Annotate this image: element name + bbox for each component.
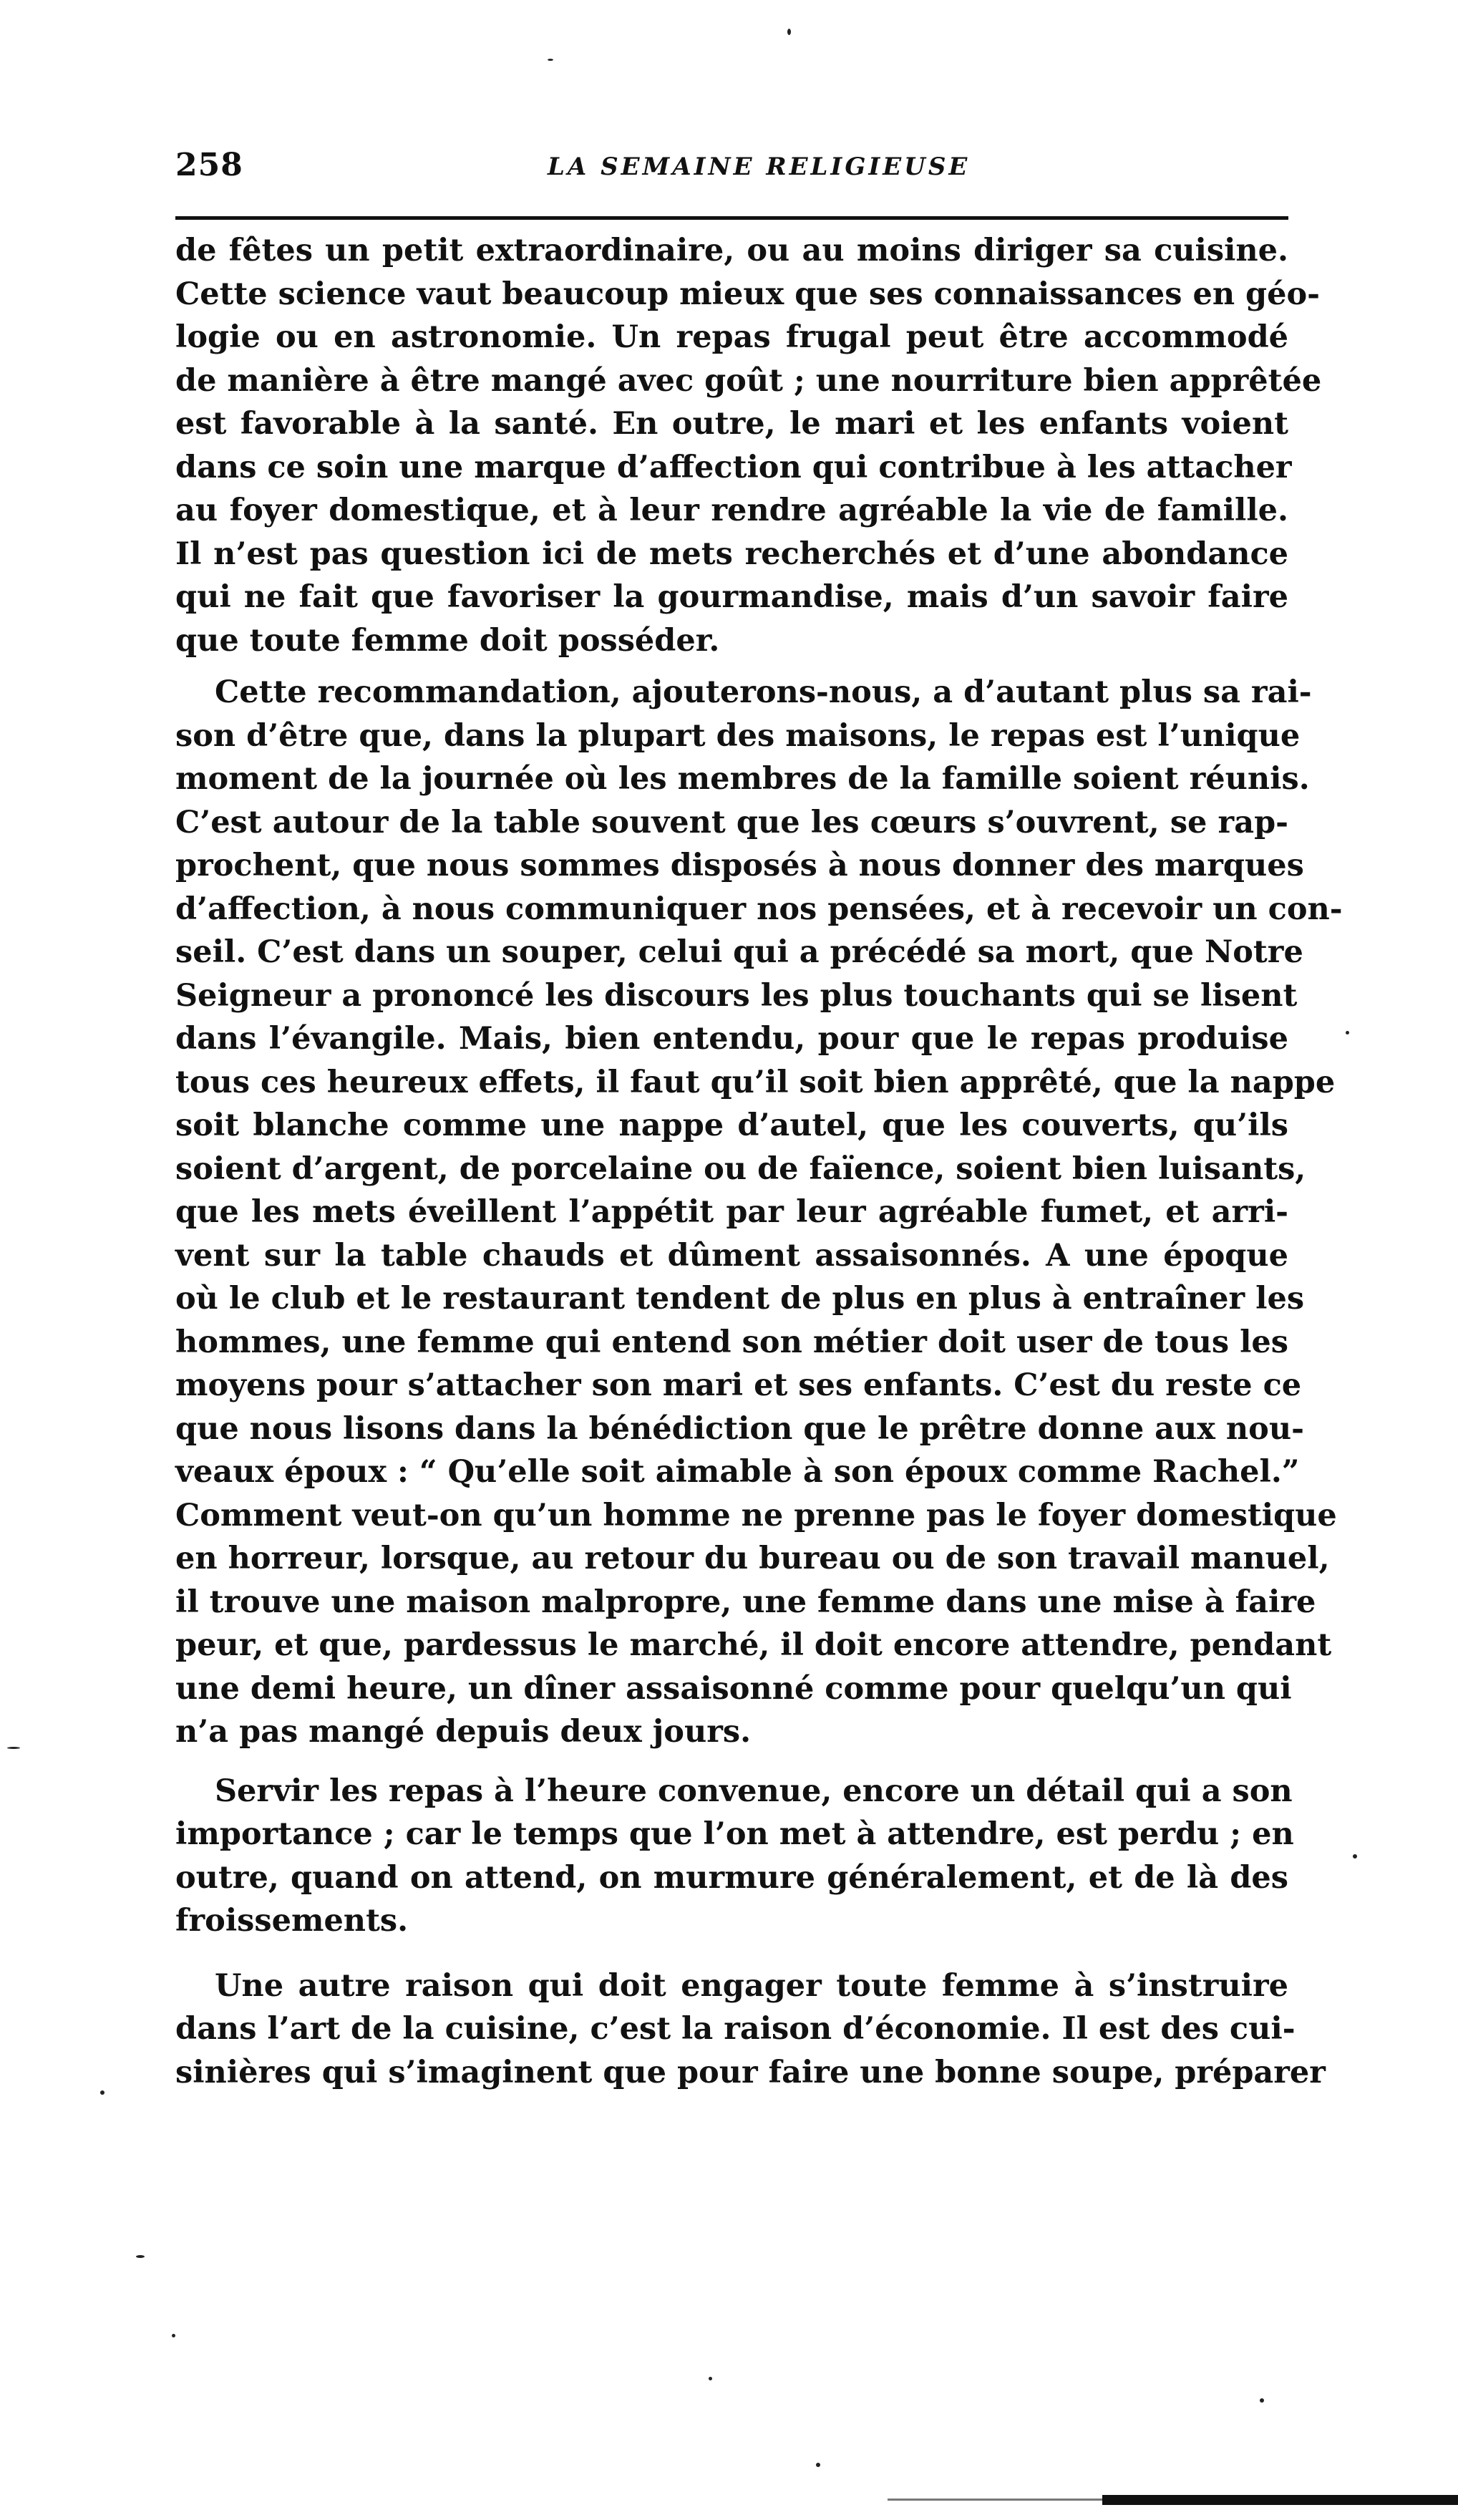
text-line: veaux époux : “ Qu’elle soit aimable à son époux comme Rachel.” [175, 1454, 1300, 1490]
text-line: Cette science vaut beaucoup mieux que ses connaissances en géo- [175, 276, 1320, 312]
text-line: dans l’évangile. Mais, bien entendu, pour que le repas produise [175, 1021, 1288, 1057]
bottom-edge-bar [1102, 2495, 1458, 2505]
text-line: que nous lisons dans la bénédiction que le prêtre donne aux nou- [175, 1410, 1304, 1447]
text-line: est favorable à la santé. En outre, le mari et les enfants voient [175, 406, 1288, 442]
text-line: une demi heure, un dîner assaisonné comme pour quelqu’un qui [175, 1670, 1292, 1707]
scan-speck [100, 2090, 105, 2095]
page-number: 258 [175, 147, 243, 183]
text-line: Il n’est pas question ici de mets recherchés et d’une abondance [175, 536, 1288, 572]
text-line: soient d’argent, de porcelaine ou de faïence, soient bien luisants, [175, 1150, 1306, 1187]
body-text [175, 229, 1343, 2116]
text-line: moment de la journée où les membres de la famille soient réunis. [175, 761, 1310, 797]
text-line: en horreur, lorsque, au retour du bureau ou de son travail manuel, [175, 1541, 1330, 1576]
scan-speck [7, 1747, 20, 1749]
scan-speck [136, 2255, 145, 2258]
scan-speck [548, 59, 553, 61]
text-line: C’est autour de la table souvent que les cœurs s’ouvrent, se rap- [175, 804, 1288, 840]
journal-title: LA SEMAINE RELIGIEUSE [548, 152, 971, 181]
text-line: dans ce soin une marque d’affection qui contribue à les attacher [175, 449, 1292, 485]
scan-speck [787, 29, 791, 35]
text-line: que toute femme doit posséder. [175, 622, 720, 659]
bottom-edge-line [888, 2499, 1102, 2501]
text-line: prochent, que nous sommes disposés à nous donner des marques [175, 848, 1304, 883]
text-line: Servir les repas à l’heure convenue, encore un détail qui a son [215, 1773, 1293, 1809]
text-line: il trouve une maison malpropre, une femme dans une mise à faire [175, 1584, 1316, 1620]
text-line: où le club et le restaurant tendent de plus en plus à entraîner les [175, 1281, 1305, 1317]
text-line: de fêtes un petit extraordinaire, ou au moins diriger sa cuisine. [175, 233, 1288, 268]
text-line: que les mets éveillent l’appétit par leur agréable fumet, et arri- [175, 1194, 1288, 1230]
text-line: outre, quand on attend, on murmure généralement, et de là des [175, 1859, 1288, 1896]
text-line: n’a pas mangé depuis deux jours. [175, 1714, 752, 1750]
scan-speck [1346, 1031, 1349, 1034]
paragraph-3 [175, 1770, 1294, 1943]
text-line: Cette recommandation, ajouterons-nous, a d’autant plus sa rai- [215, 674, 1312, 710]
text-line: peur, et que, pardessus le marché, il doit encore attendre, pendant [175, 1627, 1332, 1663]
text-line: de manière à être mangé avec goût ; une nourriture bien apprêtée [175, 362, 1322, 399]
text-line: moyens pour s’attacher son mari et ses enfants. C’est du reste ce [175, 1367, 1302, 1403]
scan-speck [1260, 2398, 1264, 2403]
text-line: Comment veut-on qu’un homme ne prenne pas le foyer domestique [175, 1497, 1337, 1533]
text-line: tous ces heureux effets, il faut qu’il soit bien apprêté, que la nappe [175, 1064, 1336, 1100]
text-line: Une autre raison qui doit engager toute femme à s’instruire [215, 1967, 1288, 2004]
text-line: qui ne fait que favoriser la gourmandise, mais d’un savoir faire [175, 579, 1288, 615]
header-rule [175, 216, 1288, 220]
paragraph-2 [175, 671, 1343, 1754]
paragraph-4 [175, 1964, 1326, 2095]
text-line: dans l’art de la cuisine, c’est la raison d’économie. Il est des cui- [175, 2011, 1296, 2047]
running-head [175, 147, 1288, 197]
text-line: vent sur la table chauds et dûment assaisonnés. A une époque [175, 1237, 1288, 1274]
text-line: seil. C’est dans un souper, celui qui a précédé sa mort, que Notre [175, 934, 1303, 970]
scan-speck [816, 2463, 820, 2467]
text-line: d’affection, à nous communiquer nos pensées, et à recevoir un con- [175, 891, 1343, 927]
text-line: Seigneur a prononcé les discours les plus touchants qui se lisent [175, 977, 1298, 1014]
text-line: son d’être que, dans la plupart des maisons, le repas est l’unique [175, 717, 1301, 754]
scan-speck [709, 2377, 712, 2380]
text-line: logie ou en astronomie. Un repas frugal peut être accommodé [175, 319, 1288, 355]
text-line: au foyer domestique, et à leur rendre agréable la vie de famille. [175, 493, 1288, 528]
text-line: sinières qui s’imaginent que pour faire une bonne soupe, préparer [175, 2054, 1326, 2090]
scan-speck [1353, 1854, 1357, 1858]
text-line: soit blanche comme une nappe d’autel, que les couverts, qu’ils [175, 1108, 1288, 1143]
text-line: importance ; car le temps que l’on met à attendre, est perdu ; en [175, 1816, 1294, 1852]
text-line: froissements. [175, 1903, 409, 1939]
paragraph-1 [175, 229, 1322, 662]
text-line: hommes, une femme qui entend son métier doit user de tous les [175, 1324, 1288, 1360]
scan-speck [172, 2334, 175, 2337]
